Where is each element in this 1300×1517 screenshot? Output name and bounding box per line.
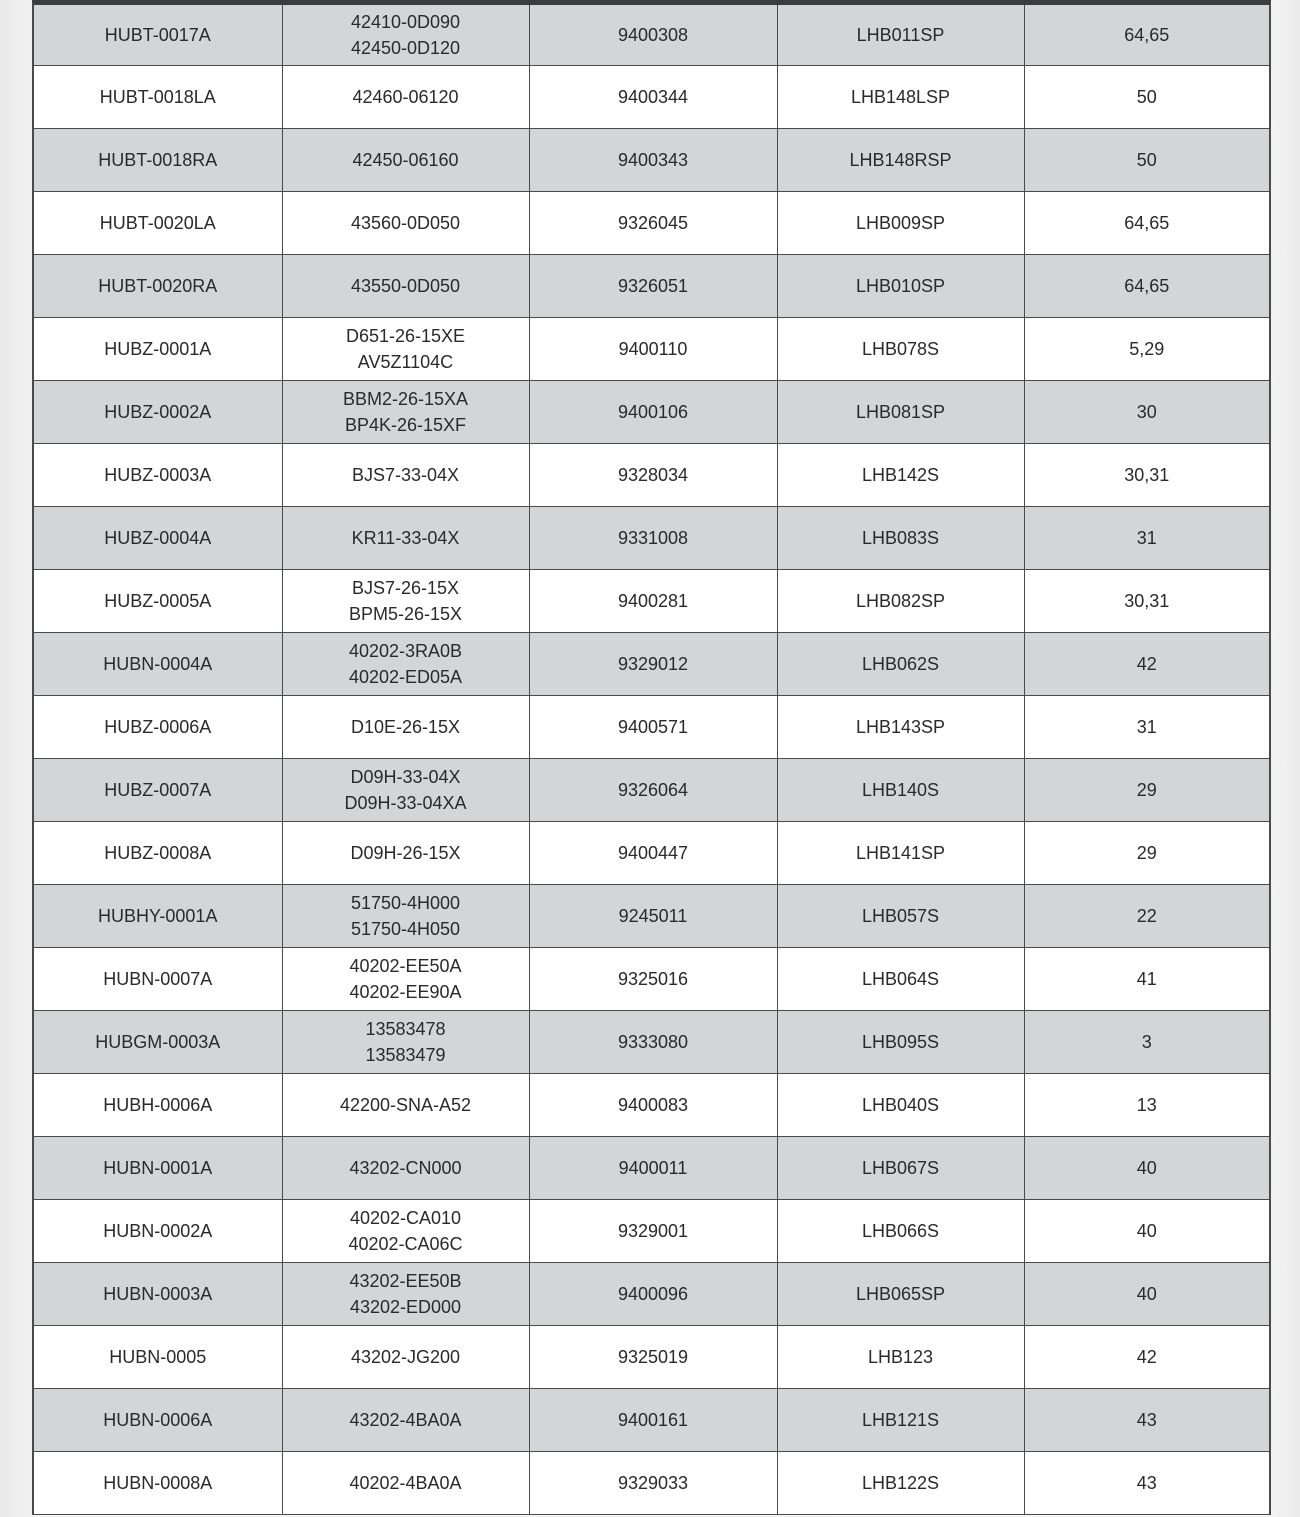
oem-number-cell <box>282 1326 529 1389</box>
oem-number: 13583479 <box>365 1045 446 1065</box>
oem-number: 42410-0D090 <box>350 12 461 32</box>
oem-number: BJS7-26-15X <box>351 578 460 598</box>
lhb-number-cell: LHB064S <box>777 948 1024 1011</box>
page-cell: 31 <box>1024 507 1269 570</box>
oem-number: 43202-JG200 <box>350 1347 461 1367</box>
reference-number-cell: 9325019 <box>529 1326 777 1389</box>
reference-number-cell: 9333080 <box>529 1011 777 1074</box>
table-row <box>34 696 1269 759</box>
table-row <box>34 822 1269 885</box>
reference-number-cell: 9329001 <box>529 1200 777 1263</box>
oem-number: 43202-CN000 <box>349 1158 462 1178</box>
oem-number-cell <box>282 255 529 318</box>
oem-number: 40202-ED05A <box>348 667 463 687</box>
table-row <box>34 1200 1269 1263</box>
table-row <box>34 255 1269 318</box>
oem-number: 51750-4H050 <box>350 919 461 939</box>
oem-number-cell <box>282 1389 529 1452</box>
part-code-cell: HUBZ-0002A <box>34 381 282 444</box>
oem-number: AV5Z1104C <box>357 352 454 372</box>
page-cell: 13 <box>1024 1074 1269 1137</box>
reference-number-cell: 9400110 <box>529 318 777 381</box>
part-code-cell: HUBT-0018LA <box>34 66 282 129</box>
lhb-number-cell: LHB010SP <box>777 255 1024 318</box>
oem-number: 40202-4BA0A <box>349 1473 462 1493</box>
oem-number-cell <box>282 1137 529 1200</box>
lhb-number-cell: LHB082SP <box>777 570 1024 633</box>
page-cell: 30 <box>1024 381 1269 444</box>
reference-number-cell: 9328034 <box>529 444 777 507</box>
reference-number-cell: 9400011 <box>529 1137 777 1200</box>
lhb-number-cell: LHB066S <box>777 1200 1024 1263</box>
reference-number-cell: 9329012 <box>529 633 777 696</box>
part-code-cell: HUBN-0004A <box>34 633 282 696</box>
reference-number-cell: 9326064 <box>529 759 777 822</box>
page-cell: 50 <box>1024 129 1269 192</box>
part-code-cell: HUBN-0008A <box>34 1452 282 1515</box>
part-code-cell: HUBT-0018RA <box>34 129 282 192</box>
oem-number: 40202-CA010 <box>349 1208 462 1228</box>
page-cell: 64,65 <box>1024 5 1269 66</box>
oem-number: BPM5-26-15X <box>348 604 463 624</box>
reference-number-cell: 9400161 <box>529 1389 777 1452</box>
oem-number: D09H-33-04X <box>350 767 461 787</box>
part-code-cell: HUBZ-0008A <box>34 822 282 885</box>
lhb-number-cell: LHB081SP <box>777 381 1024 444</box>
oem-number: 40202-EE50A <box>349 956 462 976</box>
table-row <box>34 1137 1269 1200</box>
page-cell: 40 <box>1024 1137 1269 1200</box>
oem-number-cell <box>282 318 529 381</box>
oem-number-cell <box>282 1200 529 1263</box>
table-row <box>34 66 1269 129</box>
page-cell: 41 <box>1024 948 1269 1011</box>
part-code-cell: HUBGM-0003A <box>34 1011 282 1074</box>
page-cell: 43 <box>1024 1389 1269 1452</box>
table-body <box>34 5 1269 1515</box>
table-row <box>34 1326 1269 1389</box>
reference-number-cell: 9329033 <box>529 1452 777 1515</box>
page-cell: 31 <box>1024 696 1269 759</box>
table-row <box>34 318 1269 381</box>
lhb-number-cell: LHB057S <box>777 885 1024 948</box>
oem-number-cell <box>282 1011 529 1074</box>
lhb-number-cell: LHB078S <box>777 318 1024 381</box>
lhb-number-cell: LHB143SP <box>777 696 1024 759</box>
oem-number: KR11-33-04X <box>351 528 460 548</box>
table-row <box>34 633 1269 696</box>
table-row <box>34 948 1269 1011</box>
oem-number: BBM2-26-15XA <box>342 389 469 409</box>
oem-number: 43550-0D050 <box>350 276 461 296</box>
oem-number: 42450-06160 <box>352 150 459 170</box>
oem-number: 40202-EE90A <box>349 982 462 1002</box>
reference-number-cell: 9325016 <box>529 948 777 1011</box>
page-cell: 40 <box>1024 1200 1269 1263</box>
oem-number: BJS7-33-04X <box>351 465 460 485</box>
lhb-number-cell: LHB121S <box>777 1389 1024 1452</box>
reference-number-cell: 9400106 <box>529 381 777 444</box>
lhb-number-cell: LHB040S <box>777 1074 1024 1137</box>
oem-number: 40202-3RA0B <box>348 641 463 661</box>
oem-number: 43560-0D050 <box>350 213 461 233</box>
page-cell: 42 <box>1024 1326 1269 1389</box>
reference-number-cell: 9400308 <box>529 5 777 66</box>
reference-number-cell: 9400343 <box>529 129 777 192</box>
part-code-cell: HUBZ-0001A <box>34 318 282 381</box>
page-cell: 22 <box>1024 885 1269 948</box>
oem-number: 42450-0D120 <box>350 38 461 58</box>
reference-number-cell: 9400281 <box>529 570 777 633</box>
page-cell: 40 <box>1024 1263 1269 1326</box>
reference-number-cell: 9326045 <box>529 192 777 255</box>
page-cell: 30,31 <box>1024 570 1269 633</box>
page-cell: 64,65 <box>1024 255 1269 318</box>
table-row <box>34 192 1269 255</box>
oem-number-cell <box>282 192 529 255</box>
oem-number: BP4K-26-15XF <box>344 415 467 435</box>
lhb-number-cell: LHB148LSP <box>777 66 1024 129</box>
part-code-cell: HUBZ-0006A <box>34 696 282 759</box>
page-cell: 5,29 <box>1024 318 1269 381</box>
reference-number-cell: 9400571 <box>529 696 777 759</box>
reference-number-cell: 9331008 <box>529 507 777 570</box>
part-code-cell: HUBN-0005 <box>34 1326 282 1389</box>
part-code-cell: HUBZ-0004A <box>34 507 282 570</box>
oem-number: 42460-06120 <box>352 87 459 107</box>
page-cell: 29 <box>1024 759 1269 822</box>
parts-cross-reference-table <box>34 5 1269 1515</box>
lhb-number-cell: LHB067S <box>777 1137 1024 1200</box>
parts-cross-reference-table-container <box>32 0 1271 1515</box>
page-cell: 30,31 <box>1024 444 1269 507</box>
part-code-cell: HUBT-0020LA <box>34 192 282 255</box>
oem-number-cell <box>282 696 529 759</box>
lhb-number-cell: LHB123 <box>777 1326 1024 1389</box>
part-code-cell: HUBN-0002A <box>34 1200 282 1263</box>
lhb-number-cell: LHB122S <box>777 1452 1024 1515</box>
table-row <box>34 507 1269 570</box>
oem-number: 43202-EE50B <box>349 1271 462 1291</box>
oem-number-cell <box>282 633 529 696</box>
oem-number: 43202-4BA0A <box>349 1410 462 1430</box>
oem-number: 51750-4H000 <box>350 893 461 913</box>
part-code-cell: HUBN-0003A <box>34 1263 282 1326</box>
table-row <box>34 570 1269 633</box>
reference-number-cell: 9326051 <box>529 255 777 318</box>
table-row <box>34 381 1269 444</box>
oem-number: 42200-SNA-A52 <box>339 1095 472 1115</box>
reference-number-cell: 9400447 <box>529 822 777 885</box>
lhb-number-cell: LHB011SP <box>777 5 1024 66</box>
oem-number-cell <box>282 1074 529 1137</box>
lhb-number-cell: LHB009SP <box>777 192 1024 255</box>
table-row <box>34 1011 1269 1074</box>
oem-number: D09H-33-04XA <box>344 793 467 813</box>
part-code-cell: HUBN-0006A <box>34 1389 282 1452</box>
lhb-number-cell: LHB140S <box>777 759 1024 822</box>
oem-number-cell <box>282 66 529 129</box>
lhb-number-cell: LHB062S <box>777 633 1024 696</box>
lhb-number-cell: LHB065SP <box>777 1263 1024 1326</box>
oem-number: D09H-26-15X <box>350 843 461 863</box>
part-code-cell: HUBN-0001A <box>34 1137 282 1200</box>
table-row <box>34 885 1269 948</box>
lhb-number-cell: LHB142S <box>777 444 1024 507</box>
oem-number: 13583478 <box>365 1019 446 1039</box>
page-cell: 64,65 <box>1024 192 1269 255</box>
page-cell: 29 <box>1024 822 1269 885</box>
lhb-number-cell: LHB095S <box>777 1011 1024 1074</box>
oem-number-cell <box>282 1263 529 1326</box>
oem-number: 40202-CA06C <box>348 1234 463 1254</box>
oem-number: 43202-ED000 <box>349 1297 462 1317</box>
page-cell: 42 <box>1024 633 1269 696</box>
oem-number-cell <box>282 1452 529 1515</box>
page-cell: 43 <box>1024 1452 1269 1515</box>
oem-number-cell <box>282 822 529 885</box>
part-code-cell: HUBHY-0001A <box>34 885 282 948</box>
table-row <box>34 759 1269 822</box>
reference-number-cell: 9400344 <box>529 66 777 129</box>
oem-number-cell <box>282 129 529 192</box>
table-row <box>34 1452 1269 1515</box>
part-code-cell: HUBN-0007A <box>34 948 282 1011</box>
table-row <box>34 1263 1269 1326</box>
oem-number-cell <box>282 381 529 444</box>
oem-number: D651-26-15XE <box>345 326 466 346</box>
table-row <box>34 1074 1269 1137</box>
lhb-number-cell: LHB148RSP <box>777 129 1024 192</box>
page-cell: 50 <box>1024 66 1269 129</box>
part-code-cell: HUBH-0006A <box>34 1074 282 1137</box>
table-row <box>34 129 1269 192</box>
table-row <box>34 1389 1269 1452</box>
part-code-cell: HUBZ-0007A <box>34 759 282 822</box>
oem-number-cell <box>282 5 529 66</box>
reference-number-cell: 9400096 <box>529 1263 777 1326</box>
table-row <box>34 444 1269 507</box>
reference-number-cell: 9400083 <box>529 1074 777 1137</box>
page-cell: 3 <box>1024 1011 1269 1074</box>
oem-number-cell <box>282 885 529 948</box>
oem-number-cell <box>282 759 529 822</box>
oem-number-cell <box>282 507 529 570</box>
oem-number-cell <box>282 444 529 507</box>
part-code-cell: HUBT-0020RA <box>34 255 282 318</box>
oem-number-cell <box>282 570 529 633</box>
table-row <box>34 5 1269 66</box>
reference-number-cell: 9245011 <box>529 885 777 948</box>
lhb-number-cell: LHB141SP <box>777 822 1024 885</box>
part-code-cell: HUBZ-0005A <box>34 570 282 633</box>
oem-number: D10E-26-15X <box>350 717 461 737</box>
part-code-cell: HUBZ-0003A <box>34 444 282 507</box>
part-code-cell: HUBT-0017A <box>34 5 282 66</box>
lhb-number-cell: LHB083S <box>777 507 1024 570</box>
oem-number-cell <box>282 948 529 1011</box>
